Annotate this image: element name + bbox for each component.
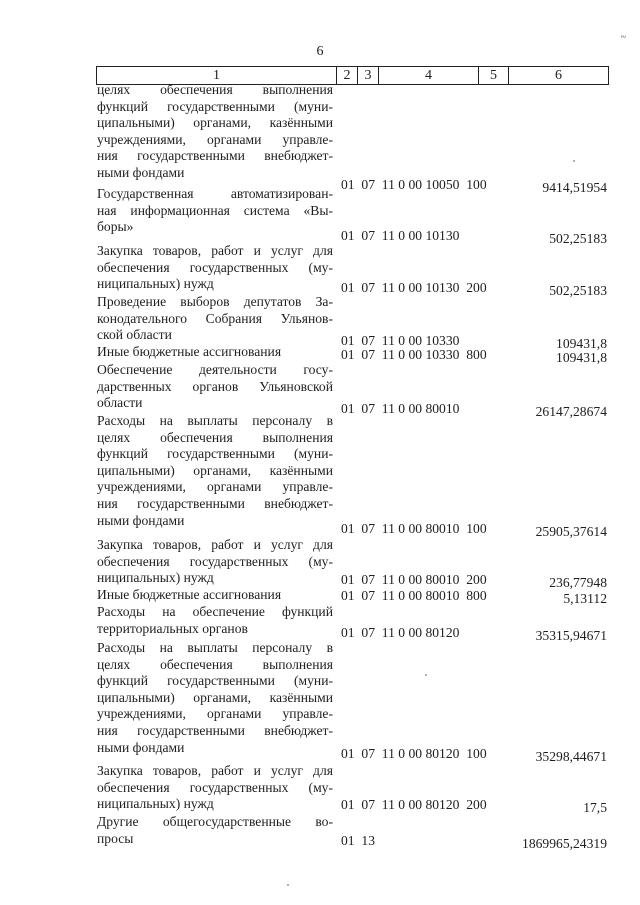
row-name: [97, 82, 333, 182]
row-name: [97, 344, 333, 361]
row-name-line: Расходы на обеспечение функций: [97, 604, 333, 619]
row-name: [97, 640, 333, 756]
row-value: 502,25183: [549, 231, 607, 246]
row-value: 502,25183: [549, 283, 607, 298]
row-name-line: Проведение выборов депутатов За-: [97, 294, 333, 309]
row-value: 9414,51954: [542, 180, 607, 195]
row-name-line: ципальными) органами, казёнными: [97, 115, 333, 131]
header-col-2: 2: [337, 67, 358, 84]
row-name-line: ными фондами: [97, 164, 185, 180]
header-col-3: 3: [358, 67, 379, 84]
row-name-line: Иные бюджетные ассигнования: [97, 344, 282, 359]
row-name: [97, 587, 333, 604]
row-name-line: Обеспечение деятельности госу-: [97, 362, 333, 377]
row-code: 01 13: [341, 833, 375, 848]
row-code: 01 07 11 0 00 80120 100: [341, 746, 487, 761]
header-col-6: 6: [555, 68, 562, 83]
header-col-5: 5: [479, 67, 509, 84]
row-name-line: боры»: [97, 219, 134, 235]
row-name-line: дарственных органов Ульяновской: [97, 378, 333, 394]
row-value: 25905,37614: [535, 524, 607, 539]
row-name: [97, 362, 333, 412]
row-value: 1869965,24319: [522, 836, 607, 851]
row-name-line: функций государственными (муни-: [97, 98, 333, 114]
header-col-4: 4: [379, 67, 479, 84]
page-number: 6: [316, 44, 324, 59]
row-code: 01 07 11 0 00 10330 800: [341, 347, 487, 362]
row-code: 01 07 11 0 00 80010: [341, 401, 460, 416]
row-name-line: Государственная автоматизирован-: [97, 186, 333, 201]
row-name-line: ниципальных) нужд: [97, 276, 214, 292]
row-name-line: функций государственными (муни-: [97, 673, 333, 689]
row-name-line: учреждениями, органами управле-: [97, 706, 333, 722]
row-name-line: Закупка товаров, работ и услуг для: [97, 537, 333, 552]
row-code: 01 07 11 0 00 10330: [341, 333, 460, 348]
row-name-line: ципальными) органами, казёнными: [97, 689, 333, 705]
row-name-line: ния государственными внебюджет-: [97, 722, 333, 738]
row-name-line: Расходы на выплаты персоналу в: [97, 640, 333, 655]
row-code: 01 07 11 0 00 80010 200: [341, 572, 487, 587]
row-name-line: ской области: [97, 327, 172, 343]
row-code: 01 07 11 0 00 10050 100: [341, 177, 487, 192]
row-name: [97, 243, 333, 293]
row-name: [97, 537, 333, 587]
row-name: [97, 413, 333, 529]
row-name-line: Закупка товаров, работ и услуг для: [97, 243, 333, 258]
scan-speck: [425, 674, 427, 676]
row-name: [97, 186, 333, 236]
row-name-line: просы: [97, 830, 134, 846]
row-name-line: обеспечения государственных (му-: [97, 553, 333, 569]
row-name-line: ными фондами: [97, 512, 185, 528]
row-name-line: целях обеспечения выполнения: [97, 429, 333, 445]
row-name-line: функций государственными (муни-: [97, 446, 333, 462]
row-code: 01 07 11 0 00 80010 800: [341, 588, 487, 603]
row-name-line: учреждениями, органами управле-: [97, 131, 333, 147]
row-value: 109431,8: [556, 336, 607, 351]
row-name-line: ными фондами: [97, 739, 185, 755]
row-name: [97, 294, 333, 344]
row-value: 17,5: [583, 800, 607, 815]
row-name-line: ниципальных) нужд: [97, 570, 214, 586]
row-name-line: области: [97, 395, 143, 411]
row-name-line: Другие общегосударственные во-: [97, 814, 333, 829]
scan-mark: ~: [620, 32, 626, 43]
row-name-line: территориальных органов: [97, 620, 248, 636]
row-value: 35315,94671: [535, 628, 607, 643]
row-name-line: Закупка товаров, работ и услуг для: [97, 763, 333, 778]
row-value: 109431,8: [556, 350, 607, 365]
header-col-1: 1: [97, 67, 337, 84]
row-name-line: учреждениями, органами управле-: [97, 479, 333, 495]
row-value: 236,77948: [549, 575, 607, 590]
row-code: 01 07 11 0 00 80120 200: [341, 797, 487, 812]
row-name-line: целях обеспечения выполнения: [97, 82, 333, 97]
row-name-line: Иные бюджетные ассигнования: [97, 587, 282, 602]
scan-speck: [573, 160, 575, 162]
row-value: 5,13112: [563, 591, 607, 606]
row-name-line: ная информационная система «Вы-: [97, 202, 333, 218]
row-name-line: ния государственными внебюджет-: [97, 148, 333, 164]
row-name-line: обеспечения государственных (му-: [97, 779, 333, 795]
row-name: [97, 604, 333, 637]
row-name-line: ниципальных) нужд: [97, 796, 214, 812]
row-code: 01 07 11 0 00 80120: [341, 625, 460, 640]
row-name: [97, 763, 333, 813]
scan-speck: [287, 884, 289, 886]
row-code: 01 07 11 0 00 80010 100: [341, 521, 487, 536]
row-value: 35298,44671: [535, 749, 607, 764]
row-name-line: целях обеспечения выполнения: [97, 656, 333, 672]
row-name-line: ния государственными внебюджет-: [97, 495, 333, 511]
row-name: [97, 814, 333, 847]
row-name-line: конодательного Собрания Ульянов-: [97, 310, 333, 326]
row-code: 01 07 11 0 00 10130: [341, 228, 460, 243]
row-name-line: Расходы на выплаты персоналу в: [97, 413, 333, 428]
row-code: 01 07 11 0 00 10130 200: [341, 280, 487, 295]
row-name-line: ципальными) органами, казёнными: [97, 462, 333, 478]
row-value: 26147,28674: [535, 404, 607, 419]
row-name-line: обеспечения государственных (му-: [97, 259, 333, 275]
